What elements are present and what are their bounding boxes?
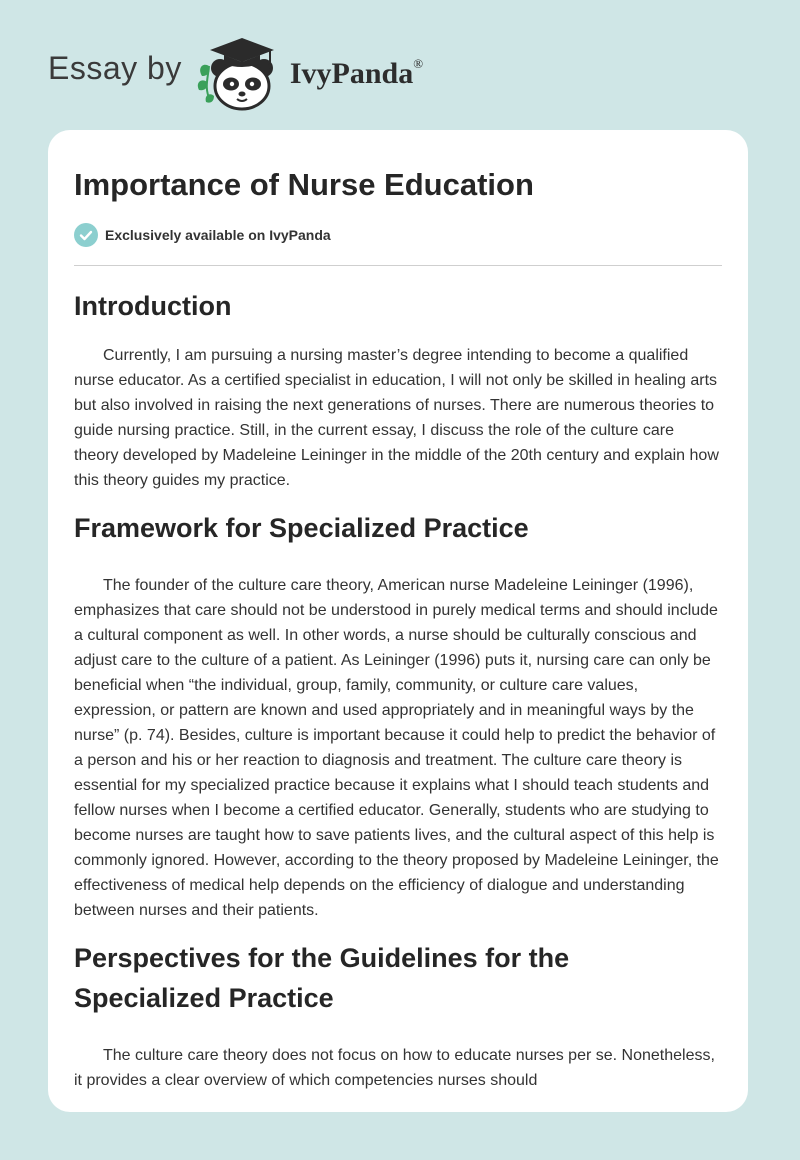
essay-card [48,130,748,1112]
brand-prefix: Essay by [48,49,182,86]
section-perspectives [74,938,722,1093]
section-introduction [74,286,722,493]
section-heading: Framework for Specialized Practice [74,513,529,543]
title-divider [74,265,722,266]
section-paragraph: The culture care theory does not focus on how to educate nurses per se. Nonetheless, it provides a clear overview of which competencies nurses should [74,1047,715,1089]
section-framework [74,508,722,923]
section-heading: Perspectives for the Guidelines for the Specialized Practice [74,943,570,1013]
check-badge-icon [74,223,98,247]
brand-name: IvyPanda® [289,56,424,90]
brand-header[interactable] [48,32,423,112]
section-paragraph: The founder of the culture care theory, American nurse Madeleine Leininger (1996), emphasizes that care should not be understood in purely medical terms and should include a cultural component as well. In other words, a nurse should be culturally conscious and adjust care to the culture of a patient. As Leininger (1996) puts it, nursing care can only be beneficial when “the individual, group, family, community, or culture care values, expression, or pattern are known and used appropriately and in meaningful ways by the nurse” (p. 74). Besides, culture is important because it could help to predict the behavior of a person and his or her reaction to diagnosis and treatment. The culture care theory is essential for my specialized practice because it explains what I should teach students and fellow nurses when I become a certified educator. Generally, students who are studying to become nurses are taught how to save patients lives, and the cultural aspect of this help is commonly ignored. However, according to the theory proposed by Madeleine Leininger, the effectiveness of medical help depends on the efficiency of dialogue and understanding between nurses and their patients. [74,577,719,919]
page-title: Importance of Nurse Education [74,167,534,202]
registered-mark: ® [413,56,424,71]
section-paragraph: Currently, I am pursuing a nursing master’s degree intending to become a qualified nurse educator. As a certified specialist in education, I will not only be skilled in healing arts but also involved in raising the next generations of nurses. There are numerous theories to guide nursing practice. Still, in the current essay, I discuss the role of the culture care theory developed by Madeleine Leininger in the middle of the 20th century and explain how this theory guides my practice. [74,347,719,489]
exclusive-badge [74,222,722,248]
exclusive-label: Exclusively available on IvyPanda [105,227,331,243]
panda-graduate-logo-icon [196,32,284,112]
section-heading: Introduction [74,291,232,321]
